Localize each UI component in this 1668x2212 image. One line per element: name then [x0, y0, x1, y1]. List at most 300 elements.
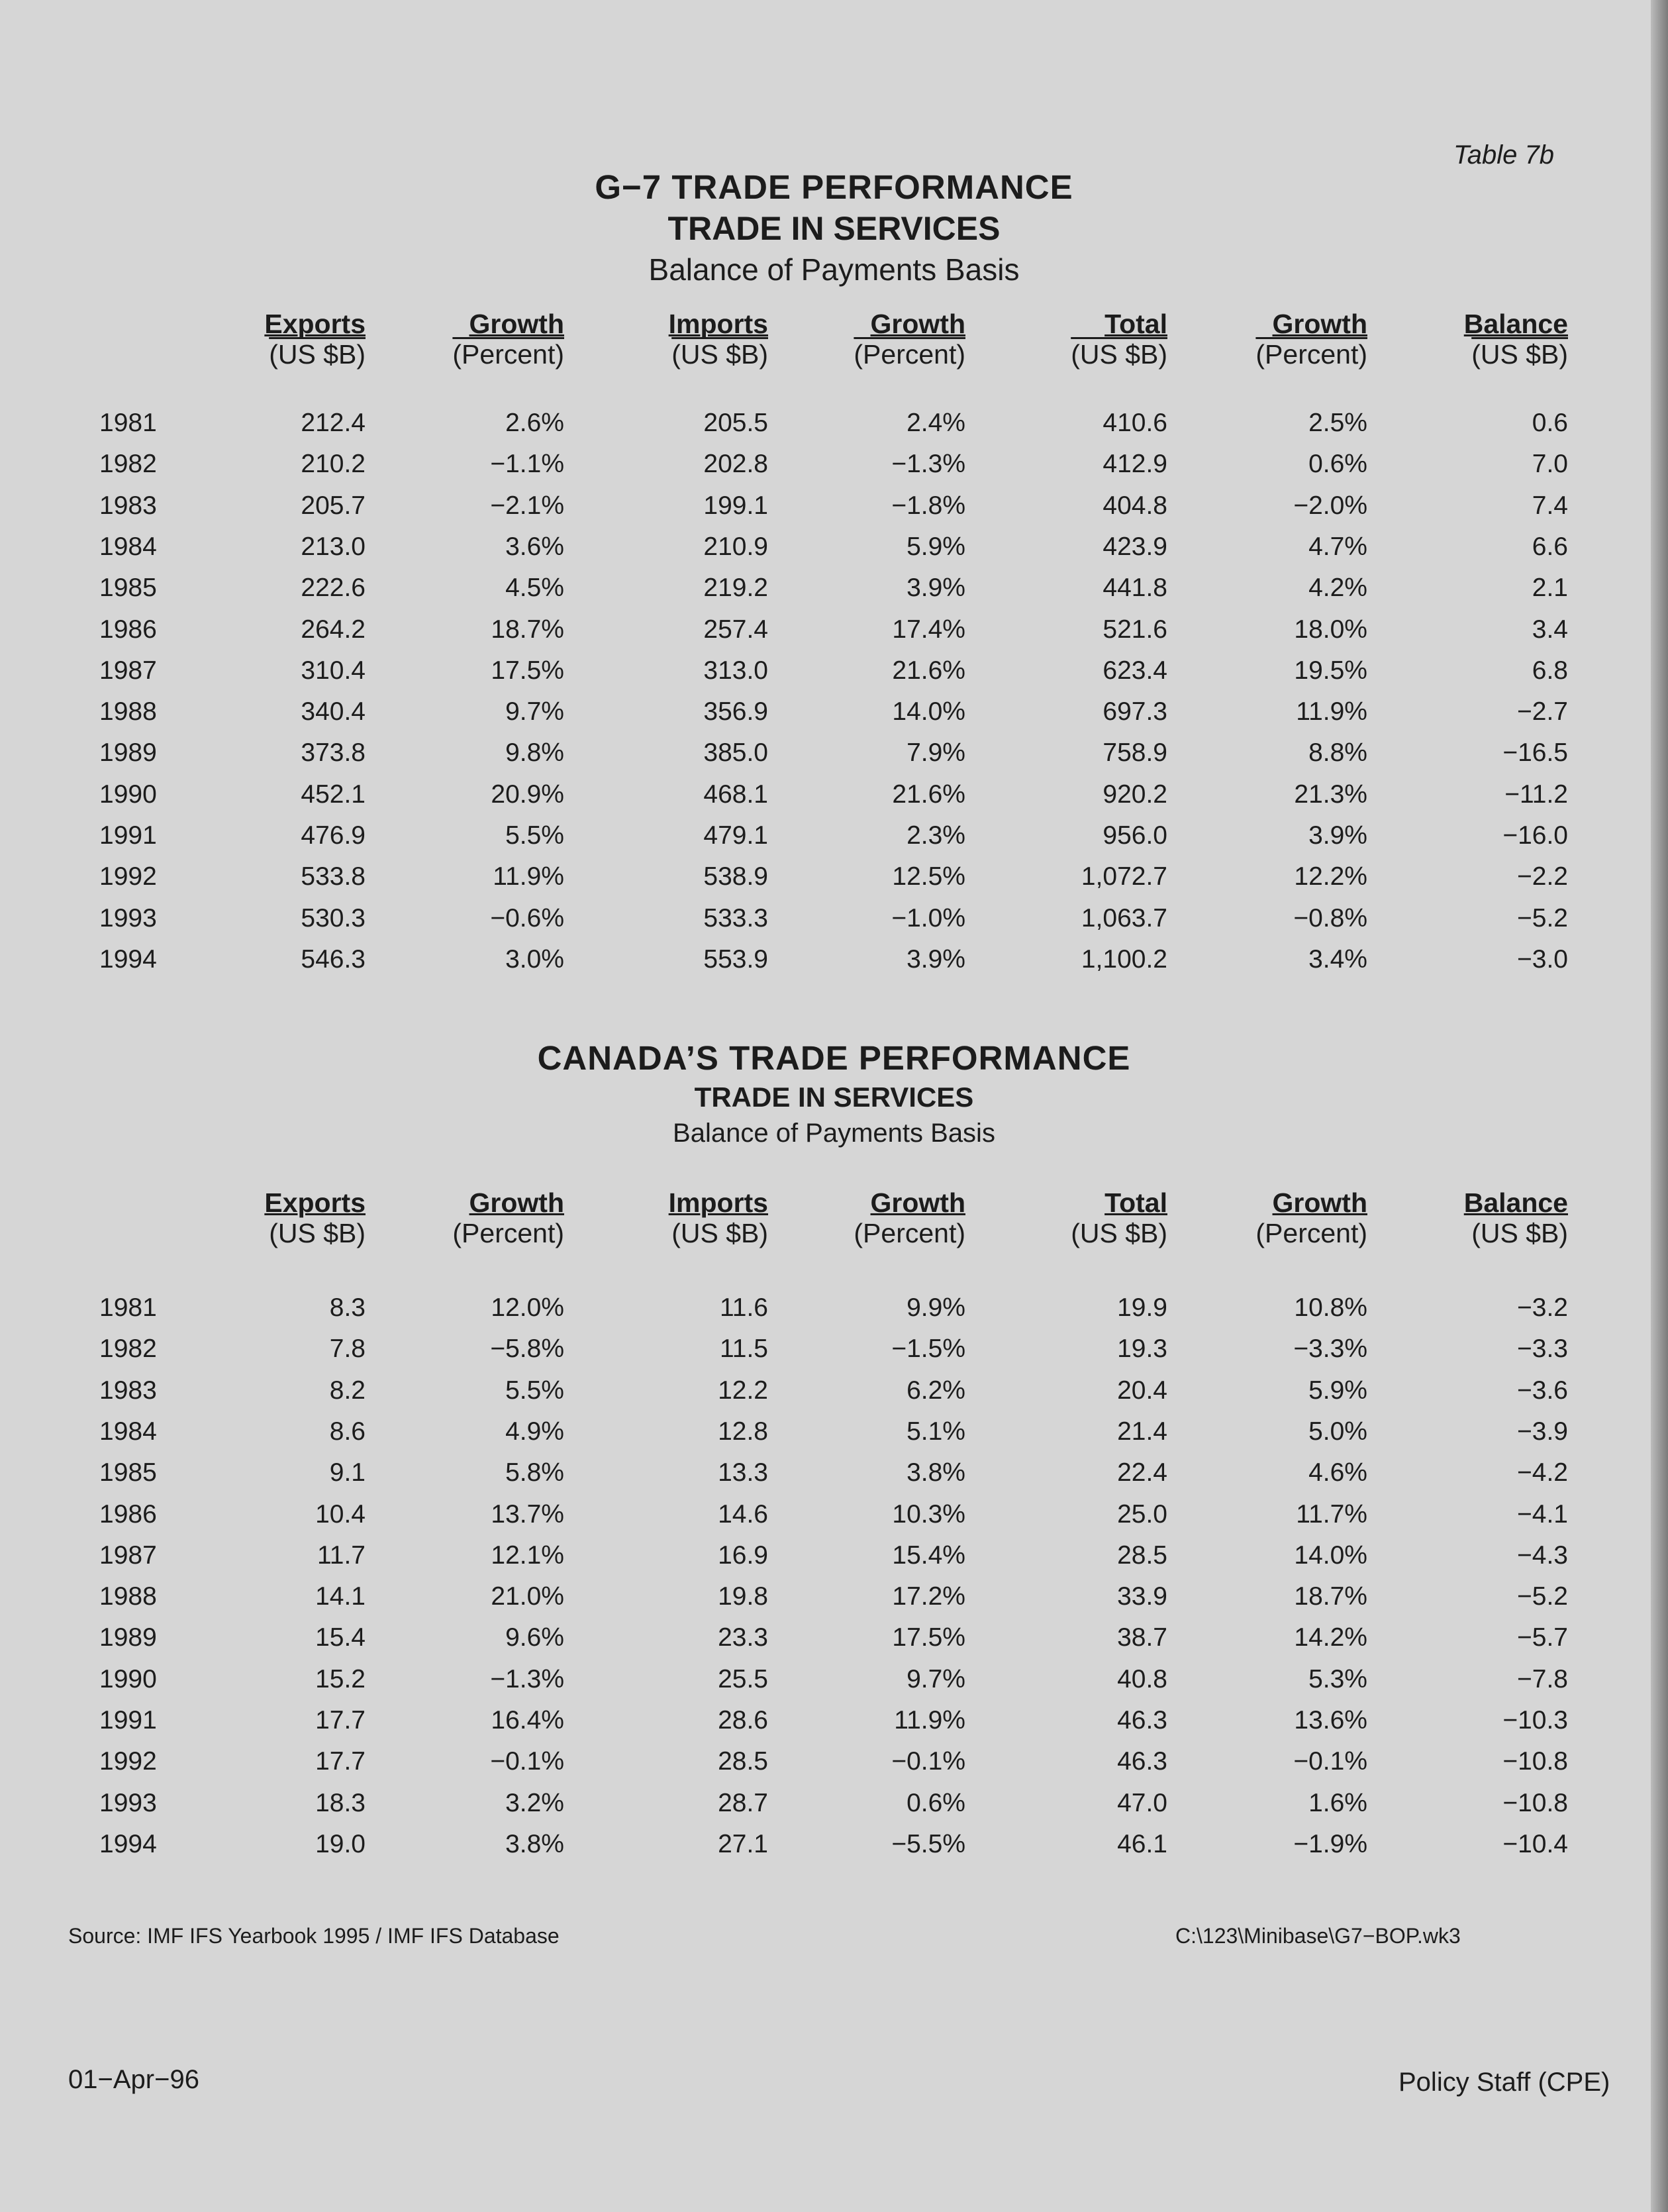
tot-growth-cell: 14.2% [1294, 1623, 1367, 1652]
canada-col-header-exports [264, 1187, 366, 1248]
total-cell: 410.6 [1103, 409, 1167, 437]
imports-cell: 13.3 [718, 1458, 768, 1487]
year-cell: 1982 [99, 450, 157, 479]
year-cell: 1983 [99, 1376, 157, 1405]
exports-cell: 9.1 [329, 1458, 366, 1487]
print-date: 01−Apr−96 [68, 2065, 199, 2094]
exp-growth-cell: 17.5% [491, 656, 564, 685]
exp-growth-cell: −5.8% [490, 1334, 564, 1364]
year-cell: 1985 [99, 1458, 157, 1487]
exports-cell: 213.0 [301, 532, 366, 561]
exp-growth-cell: 4.5% [505, 574, 564, 603]
imports-cell: 210.9 [703, 532, 768, 561]
total-cell: 758.9 [1103, 738, 1167, 768]
exports-cell: 210.2 [301, 450, 366, 479]
file-path: C:\123\Minibase\G7−BOP.wk3 [1175, 1924, 1461, 1948]
canada-table-row [0, 1783, 1668, 1824]
imp-growth-cell: 3.9% [907, 944, 965, 974]
source-note: Source: IMF IFS Yearbook 1995 / IMF IFS Database [68, 1924, 560, 1948]
tot-growth-cell: 10.8% [1294, 1293, 1367, 1322]
imports-cell: 27.1 [718, 1829, 768, 1858]
exports-cell: 476.9 [301, 821, 366, 850]
total-cell: 46.3 [1117, 1706, 1167, 1734]
tot-growth-cell: 5.3% [1308, 1664, 1367, 1693]
exports-cell: 533.8 [301, 862, 366, 891]
year-cell: 1988 [99, 697, 157, 727]
tot-growth-cell: 18.7% [1294, 1582, 1367, 1611]
exports-cell: 452.1 [301, 779, 366, 809]
canada-table-row [0, 1576, 1668, 1617]
imp-growth-cell: 3.9% [907, 574, 965, 603]
exports-cell: 14.1 [315, 1582, 366, 1611]
year-cell: 1991 [99, 821, 157, 850]
g7-col-header-title: Balance [1463, 309, 1568, 339]
canada-col-header-imp_growth [854, 1187, 965, 1248]
balance-cell: 6.6 [1532, 532, 1568, 561]
g7-table-row [0, 691, 1668, 732]
imports-cell: 533.3 [703, 903, 768, 932]
canada-col-header-tot_growth [1255, 1187, 1367, 1248]
year-cell: 1981 [99, 409, 157, 437]
g7-table-row [0, 403, 1668, 444]
total-cell: 21.4 [1117, 1417, 1167, 1446]
exports-cell: 373.8 [301, 738, 366, 768]
exp-growth-cell: −0.6% [490, 903, 564, 932]
canada-col-header-title: Balance [1463, 1187, 1568, 1218]
imports-cell: 23.3 [718, 1623, 768, 1652]
exp-growth-cell: 3.0% [505, 944, 564, 974]
year-cell: 1992 [99, 862, 157, 891]
imp-growth-cell: −1.8% [891, 491, 965, 520]
imp-growth-cell: 0.6% [907, 1788, 965, 1817]
year-cell: 1989 [99, 1623, 157, 1652]
balance-cell: 7.4 [1532, 491, 1568, 520]
imports-cell: 356.9 [703, 697, 768, 727]
balance-cell: −5.7 [1517, 1623, 1568, 1652]
total-cell: 404.8 [1103, 491, 1167, 520]
imp-growth-cell: 17.5% [892, 1623, 965, 1652]
imp-growth-cell: 7.9% [907, 738, 965, 768]
exp-growth-cell: 21.0% [491, 1582, 564, 1611]
exp-growth-cell: 9.7% [505, 697, 564, 727]
g7-table-row [0, 609, 1668, 650]
exports-cell: 340.4 [301, 697, 366, 727]
total-cell: 956.0 [1103, 821, 1167, 850]
g7-title: G−7 TRADE PERFORMANCE [595, 168, 1073, 206]
imp-growth-cell: 5.1% [907, 1417, 965, 1446]
canada-col-header-unit: (US $B) [1471, 1218, 1568, 1248]
g7-title-block [0, 167, 1668, 290]
total-cell: 47.0 [1117, 1788, 1167, 1817]
imp-growth-cell: 11.9% [894, 1706, 965, 1734]
total-cell: 38.7 [1117, 1623, 1167, 1652]
exports-cell: 8.2 [329, 1376, 366, 1405]
canada-title-block [0, 1037, 1668, 1151]
canada-col-header-imports [669, 1187, 768, 1248]
g7-col-header-unit: (Percent) [1255, 339, 1367, 370]
balance-cell: 2.1 [1532, 574, 1568, 603]
exp-growth-cell: −0.1% [490, 1747, 564, 1776]
imp-growth-cell: −1.3% [891, 450, 965, 479]
year-cell: 1990 [99, 1664, 157, 1693]
g7-col-header-unit: (US $B) [1471, 339, 1568, 370]
imp-growth-cell: 21.6% [892, 656, 965, 685]
g7-col-header-title: Imports [668, 309, 768, 339]
imports-cell: 257.4 [703, 615, 768, 644]
total-cell: 46.3 [1117, 1747, 1167, 1776]
total-cell: 25.0 [1117, 1499, 1167, 1529]
imports-cell: 538.9 [703, 862, 768, 891]
imports-cell: 28.6 [718, 1706, 768, 1734]
year-cell: 1985 [99, 574, 157, 603]
imp-growth-cell: 21.6% [892, 779, 965, 809]
exp-growth-cell: 2.6% [505, 409, 564, 437]
total-cell: 1,100.2 [1081, 944, 1167, 974]
exp-growth-cell: 5.5% [505, 1376, 564, 1405]
year-cell: 1988 [99, 1582, 157, 1611]
balance-cell: −10.8 [1502, 1788, 1568, 1817]
exports-cell: 310.4 [301, 656, 366, 685]
exp-growth-cell: 5.5% [505, 821, 564, 850]
tot-growth-cell: 3.4% [1308, 944, 1367, 974]
imports-cell: 385.0 [703, 738, 768, 768]
tot-growth-cell: −0.8% [1293, 903, 1367, 932]
imp-growth-cell: 15.4% [892, 1540, 965, 1570]
imp-growth-cell: 12.5% [892, 862, 965, 891]
exp-growth-cell: 18.7% [491, 615, 564, 644]
imp-growth-cell: −0.1% [891, 1747, 965, 1776]
imports-cell: 553.9 [703, 944, 768, 974]
g7-table-row [0, 444, 1668, 485]
exp-growth-cell: 3.6% [505, 532, 564, 561]
g7-table-row [0, 568, 1668, 609]
exports-cell: 264.2 [301, 615, 366, 644]
imp-growth-cell: 9.9% [907, 1293, 965, 1322]
total-cell: 1,072.7 [1081, 862, 1167, 891]
balance-cell: 7.0 [1532, 450, 1568, 479]
balance-cell: −4.2 [1517, 1458, 1568, 1487]
exp-growth-cell: 4.9% [505, 1417, 564, 1446]
balance-cell: −2.2 [1517, 862, 1568, 891]
exports-cell: 8.3 [329, 1293, 366, 1322]
canada-col-header-title: Growth [1272, 1187, 1367, 1218]
g7-table-row [0, 527, 1668, 568]
exp-growth-cell: 12.1% [491, 1540, 564, 1570]
canada-subtitle: TRADE IN SERVICES [694, 1081, 974, 1113]
canada-basis: Balance of Payments Basis [673, 1119, 995, 1148]
year-cell: 1989 [99, 738, 157, 768]
balance-cell: −3.2 [1517, 1293, 1568, 1322]
balance-cell: −5.2 [1517, 903, 1568, 932]
imports-cell: 199.1 [703, 491, 768, 520]
department-label: Policy Staff (CPE) [1398, 2068, 1610, 2097]
g7-col-header-unit: (US $B) [671, 339, 768, 370]
imp-growth-cell: 9.7% [907, 1664, 965, 1693]
exp-growth-cell: −2.1% [490, 491, 564, 520]
canada-col-header-title: Growth [469, 1187, 564, 1218]
g7-table-row [0, 732, 1668, 774]
tot-growth-cell: −0.1% [1293, 1747, 1367, 1776]
exp-growth-cell: −1.3% [490, 1664, 564, 1693]
canada-col-header-unit: (US $B) [671, 1218, 768, 1248]
total-cell: 28.5 [1117, 1540, 1167, 1570]
imp-growth-cell: 5.9% [907, 532, 965, 561]
imports-cell: 313.0 [703, 656, 768, 685]
g7-col-header-balance [1464, 309, 1568, 370]
total-cell: 20.4 [1117, 1376, 1167, 1405]
exports-cell: 18.3 [315, 1788, 366, 1817]
balance-cell: −16.0 [1502, 821, 1568, 850]
balance-cell: −16.5 [1502, 738, 1568, 768]
tot-growth-cell: 4.6% [1308, 1458, 1367, 1487]
exp-growth-cell: 9.6% [505, 1623, 564, 1652]
canada-col-header-unit: (US $B) [269, 1218, 366, 1248]
imports-cell: 468.1 [703, 779, 768, 809]
year-cell: 1986 [99, 615, 157, 644]
total-cell: 920.2 [1103, 779, 1167, 809]
imp-growth-cell: 6.2% [907, 1376, 965, 1405]
year-cell: 1992 [99, 1747, 157, 1776]
g7-col-header-tot_growth [1255, 309, 1367, 370]
total-cell: 19.9 [1117, 1293, 1167, 1322]
total-cell: 521.6 [1103, 615, 1167, 644]
tot-growth-cell: 8.8% [1308, 738, 1367, 768]
balance-cell: 6.8 [1532, 656, 1568, 685]
imports-cell: 11.5 [719, 1334, 768, 1364]
year-cell: 1993 [99, 903, 157, 932]
tot-growth-cell: 3.9% [1308, 821, 1367, 850]
tot-growth-cell: 2.5% [1308, 409, 1367, 437]
g7-col-header-title: Growth [870, 309, 965, 339]
imports-cell: 25.5 [718, 1664, 768, 1693]
tot-growth-cell: −1.9% [1293, 1829, 1367, 1858]
canada-table-row [0, 1700, 1668, 1741]
year-cell: 1994 [99, 944, 157, 974]
exports-cell: 7.8 [329, 1334, 366, 1364]
imports-cell: 12.2 [718, 1376, 768, 1405]
canada-table-row [0, 1370, 1668, 1411]
year-cell: 1986 [99, 1499, 157, 1529]
canada-table-row [0, 1659, 1668, 1700]
exp-growth-cell: 11.9% [493, 862, 564, 891]
year-cell: 1984 [99, 532, 157, 561]
canada-col-header-unit: (US $B) [1071, 1218, 1167, 1248]
g7-col-header-imports [669, 309, 768, 370]
balance-cell: −4.3 [1517, 1540, 1568, 1570]
g7-table-row [0, 650, 1668, 691]
g7-col-header-title: Exports [264, 309, 366, 339]
g7-col-header-exp_growth [452, 309, 564, 370]
balance-cell: −4.1 [1517, 1499, 1568, 1529]
tot-growth-cell: 12.2% [1294, 862, 1367, 891]
g7-col-header-title: Growth [1272, 309, 1367, 339]
year-cell: 1991 [99, 1706, 157, 1734]
total-cell: 697.3 [1103, 697, 1167, 727]
tot-growth-cell: 4.7% [1308, 532, 1367, 561]
tot-growth-cell: 11.7% [1296, 1499, 1367, 1529]
exp-growth-cell: 3.8% [505, 1829, 564, 1858]
year-cell: 1981 [99, 1293, 157, 1322]
imp-growth-cell: −1.0% [891, 903, 965, 932]
imp-growth-cell: −5.5% [891, 1829, 965, 1858]
g7-col-header-unit: (US $B) [269, 339, 366, 370]
canada-col-header-unit: (Percent) [854, 1218, 965, 1248]
g7-col-header-title: Total [1104, 309, 1167, 339]
exports-cell: 10.4 [315, 1499, 366, 1529]
exports-cell: 11.7 [317, 1540, 366, 1570]
total-cell: 46.1 [1117, 1829, 1167, 1858]
exp-growth-cell: 12.0% [491, 1293, 564, 1322]
imp-growth-cell: 17.2% [892, 1582, 965, 1611]
tot-growth-cell: 5.0% [1308, 1417, 1367, 1446]
exp-growth-cell: 9.8% [505, 738, 564, 768]
imports-cell: 28.5 [718, 1747, 768, 1776]
imports-cell: 16.9 [718, 1540, 768, 1570]
balance-cell: 3.4 [1532, 615, 1568, 644]
exports-cell: 19.0 [315, 1829, 366, 1858]
imp-growth-cell: 3.8% [907, 1458, 965, 1487]
imp-growth-cell: 2.3% [907, 821, 965, 850]
g7-col-header-unit: (US $B) [1071, 339, 1167, 370]
total-cell: 1,063.7 [1081, 903, 1167, 932]
canada-col-header-unit: (Percent) [1255, 1218, 1367, 1248]
canada-title: CANADA’S TRADE PERFORMANCE [537, 1039, 1131, 1077]
balance-cell: −3.3 [1517, 1334, 1568, 1364]
canada-table-row [0, 1824, 1668, 1865]
exports-cell: 15.2 [315, 1664, 366, 1693]
exp-growth-cell: 20.9% [491, 779, 564, 809]
table-label: Table 7b [1453, 140, 1554, 170]
canada-table-row [0, 1411, 1668, 1452]
year-cell: 1987 [99, 656, 157, 685]
total-cell: 19.3 [1117, 1334, 1167, 1364]
canada-table-row [0, 1452, 1668, 1493]
canada-col-header-title: Growth [870, 1187, 965, 1218]
tot-growth-cell: 14.0% [1294, 1540, 1367, 1570]
balance-cell: −10.4 [1502, 1829, 1568, 1858]
tot-growth-cell: 19.5% [1294, 656, 1367, 685]
g7-table-row [0, 485, 1668, 527]
imports-cell: 19.8 [718, 1582, 768, 1611]
year-cell: 1987 [99, 1540, 157, 1570]
exports-cell: 8.6 [329, 1417, 366, 1446]
g7-col-header-total [1071, 309, 1167, 370]
exports-cell: 17.7 [315, 1747, 366, 1776]
balance-cell: −11.2 [1504, 779, 1568, 809]
canada-col-header-title: Exports [264, 1187, 366, 1218]
balance-cell: −3.9 [1517, 1417, 1568, 1446]
g7-table-row [0, 856, 1668, 897]
balance-cell: −7.8 [1517, 1664, 1568, 1693]
tot-growth-cell: −2.0% [1293, 491, 1367, 520]
g7-table-row [0, 774, 1668, 815]
exp-growth-cell: 5.8% [505, 1458, 564, 1487]
year-cell: 1983 [99, 491, 157, 520]
canada-table-row [0, 1535, 1668, 1576]
canada-col-header-balance [1464, 1187, 1568, 1248]
total-cell: 623.4 [1103, 656, 1167, 685]
canada-col-header-title: Total [1104, 1187, 1167, 1218]
tot-growth-cell: 13.6% [1294, 1706, 1367, 1734]
imp-growth-cell: 2.4% [907, 409, 965, 437]
imports-cell: 219.2 [703, 574, 768, 603]
g7-col-header-imp_growth [854, 309, 965, 370]
total-cell: 441.8 [1103, 574, 1167, 603]
year-cell: 1994 [99, 1829, 157, 1858]
imports-cell: 14.6 [718, 1499, 768, 1529]
imports-cell: 205.5 [703, 409, 768, 437]
canada-table-row [0, 1287, 1668, 1329]
year-cell: 1984 [99, 1417, 157, 1446]
balance-cell: −3.6 [1517, 1376, 1568, 1405]
canada-col-header-total [1071, 1187, 1167, 1248]
exports-cell: 15.4 [315, 1623, 366, 1652]
exports-cell: 546.3 [301, 944, 366, 974]
balance-cell: −10.8 [1502, 1747, 1568, 1776]
exp-growth-cell: 3.2% [505, 1788, 564, 1817]
balance-cell: 0.6 [1532, 409, 1568, 437]
g7-col-header-title: Growth [469, 309, 564, 339]
balance-cell: −5.2 [1517, 1582, 1568, 1611]
balance-cell: −2.7 [1517, 697, 1568, 727]
g7-col-header-unit: (Percent) [452, 339, 564, 370]
total-cell: 33.9 [1117, 1582, 1167, 1611]
g7-table-row [0, 898, 1668, 939]
tot-growth-cell: 4.2% [1308, 574, 1367, 603]
year-cell: 1993 [99, 1788, 157, 1817]
exports-cell: 222.6 [301, 574, 366, 603]
canada-col-header-unit: (Percent) [452, 1218, 564, 1248]
total-cell: 40.8 [1117, 1664, 1167, 1693]
exports-cell: 17.7 [315, 1706, 366, 1734]
g7-col-header-exports [264, 309, 366, 370]
tot-growth-cell: 11.9% [1296, 697, 1367, 727]
imp-growth-cell: −1.5% [891, 1334, 965, 1364]
year-cell: 1990 [99, 779, 157, 809]
tot-growth-cell: 0.6% [1308, 450, 1367, 479]
exp-growth-cell: 13.7% [491, 1499, 564, 1529]
tot-growth-cell: −3.3% [1293, 1334, 1367, 1364]
imports-cell: 12.8 [718, 1417, 768, 1446]
year-cell: 1982 [99, 1334, 157, 1364]
imp-growth-cell: 17.4% [892, 615, 965, 644]
imp-growth-cell: 14.0% [892, 697, 965, 727]
canada-table-row [0, 1617, 1668, 1658]
canada-table-row [0, 1494, 1668, 1535]
balance-cell: −3.0 [1517, 944, 1568, 974]
total-cell: 423.9 [1103, 532, 1167, 561]
imp-growth-cell: 10.3% [892, 1499, 965, 1529]
total-cell: 412.9 [1103, 450, 1167, 479]
tot-growth-cell: 5.9% [1308, 1376, 1367, 1405]
imports-cell: 28.7 [718, 1788, 768, 1817]
imports-cell: 479.1 [703, 821, 768, 850]
canada-col-header-exp_growth [452, 1187, 564, 1248]
g7-basis: Balance of Payments Basis [648, 252, 1020, 287]
tot-growth-cell: 21.3% [1294, 779, 1367, 809]
canada-col-header-title: Imports [668, 1187, 768, 1218]
g7-table-row [0, 939, 1668, 980]
exports-cell: 205.7 [301, 491, 366, 520]
g7-table-row [0, 815, 1668, 856]
total-cell: 22.4 [1117, 1458, 1167, 1487]
imports-cell: 11.6 [719, 1293, 768, 1322]
imports-cell: 202.8 [703, 450, 768, 479]
tot-growth-cell: 1.6% [1308, 1788, 1367, 1817]
g7-col-header-unit: (Percent) [854, 339, 965, 370]
exports-cell: 212.4 [301, 409, 366, 437]
exports-cell: 530.3 [301, 903, 366, 932]
